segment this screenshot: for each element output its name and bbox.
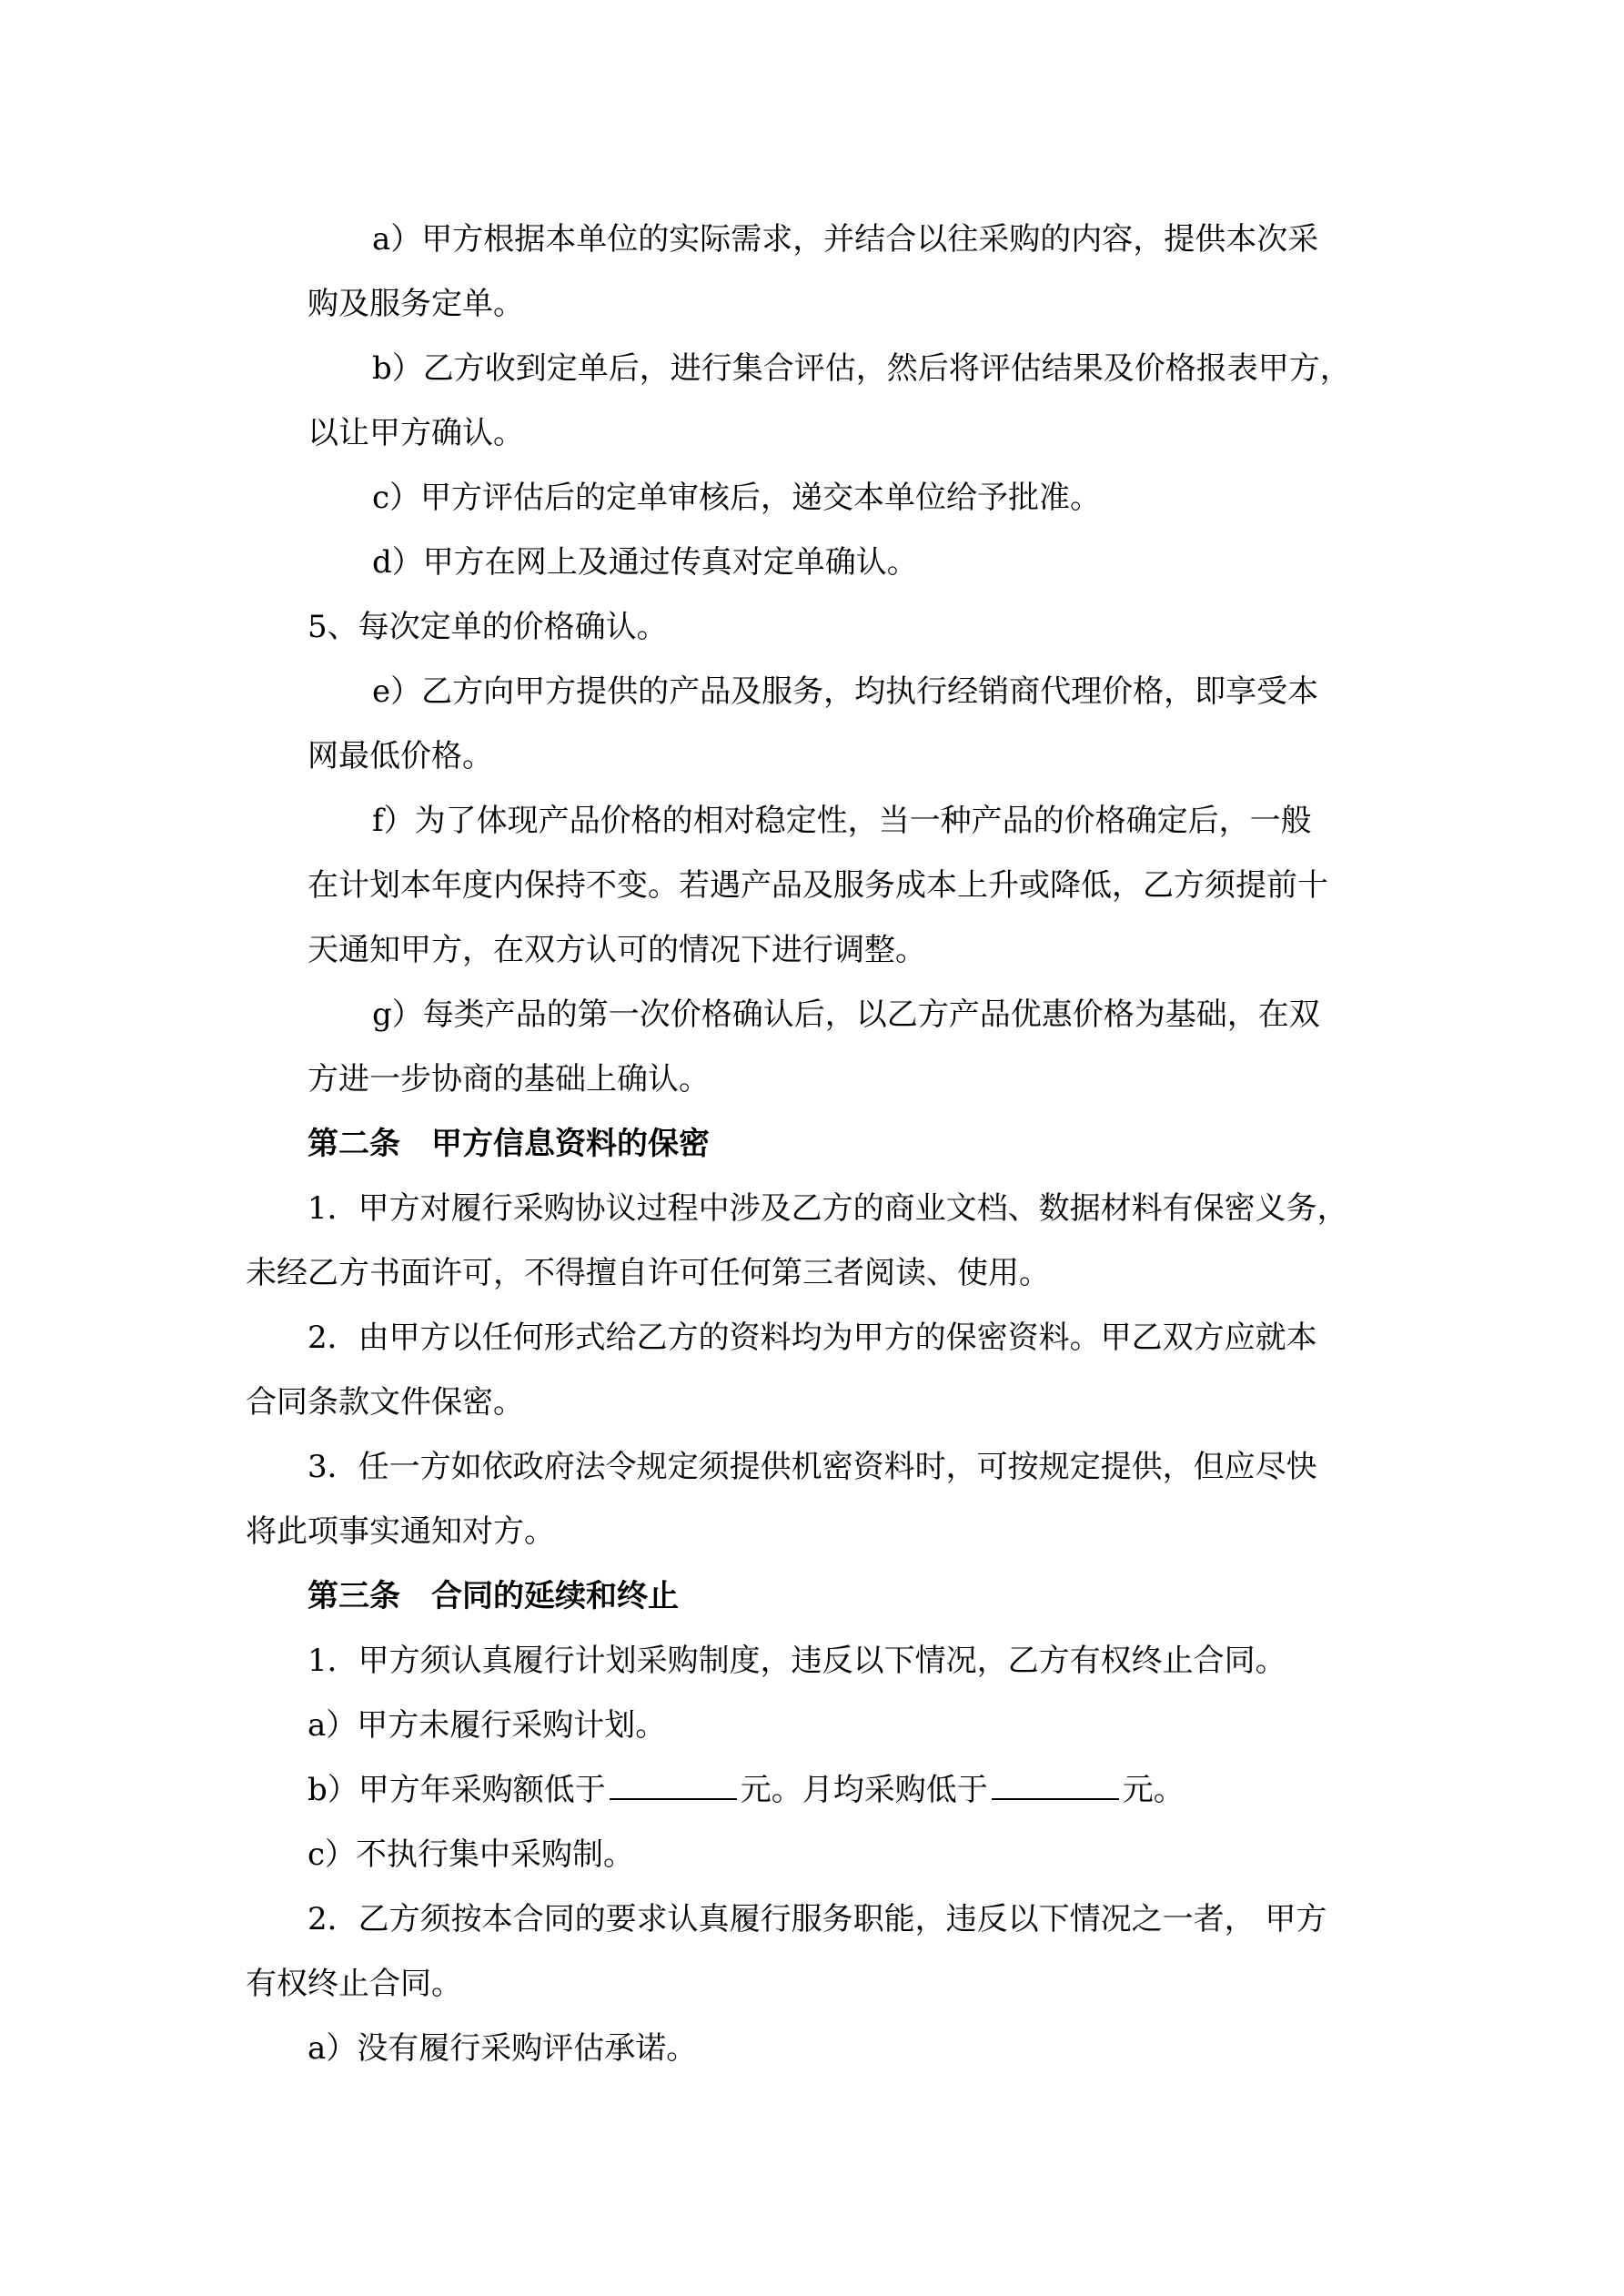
clause-1-4-a: a）甲方根据本单位的实际需求，并结合以往采购的内容，提供本次采 [372,221,1319,258]
article-3-heading: 第三条 合同的延续和终止 [308,1578,679,1614]
clause-2-2: 2．由甲方以任何形式给乙方的资料均为甲方的保密资料。甲乙双方应就本 [308,1320,1317,1356]
clause-1-4-d: d）甲方在网上及通过传真对定单确认。 [372,544,918,581]
clause-3-2-continued: 有权终止合同。 [246,1966,462,2002]
clause-2-3: 3．任一方如依政府法令规定须提供机密资料时，可按规定提供，但应尽快 [308,1449,1317,1485]
clause-3-1: 1．甲方须认真履行计划采购制度，违反以下情况，乙方有权终止合同。 [308,1643,1286,1679]
article-2-heading: 第二条 甲方信息资料的保密 [308,1126,710,1162]
annual-amount-blank[interactable] [610,1771,737,1800]
clause-1-5-f-continued-1: 在计划本年度内保持不变。若遇产品及服务成本上升或降低，乙方须提前十 [308,867,1328,904]
clause-2-1: 1．甲方对履行采购协议过程中涉及乙方的商业文档、数据材料有保密义务， [308,1190,1348,1227]
clause-3-1-c: c）不执行集中采购制。 [308,1836,635,1873]
clause-2-2-continued: 合同条款文件保密。 [246,1384,524,1421]
clause-1-5: 5、每次定单的价格确认。 [308,609,668,645]
document-body [246,207,1378,2081]
clause-1-4-b-continued: 以让甲方确认。 [308,415,524,451]
clause-1-5-e: e）乙方向甲方提供的产品及服务，均执行经销商代理价格，即享受本 [372,673,1319,710]
clause-2-1-continued: 未经乙方书面许可，不得擅自许可任何第三者阅读、使用。 [246,1255,1050,1291]
clause-3-1-a: a）甲方未履行采购计划。 [308,1707,667,1744]
clause-2-3-continued: 将此项事实通知对方。 [246,1513,555,1550]
clause-1-5-e-continued: 网最低价格。 [308,738,493,774]
clause-1-4-c: c）甲方评估后的定单审核后，递交本单位给予批准。 [372,480,1102,516]
clause-1-5-f-continued-2: 天通知甲方，在双方认可的情况下进行调整。 [308,932,926,968]
clause-3-2: 2．乙方须按本合同的要求认真履行服务职能，违反以下情况之一者， 甲方 [308,1901,1327,1937]
clause-1-4-a-continued: 购及服务定单。 [308,286,524,322]
monthly-amount-blank[interactable] [992,1771,1119,1800]
clause-3-1-b: b）甲方年采购额低于 元。月均采购低于 元。 [308,1772,1185,1808]
clause-1-4-b: b）乙方收到定单后，进行集合评估，然后将评估结果及价格报表甲方， [372,350,1351,387]
clause-3-2-a: a）没有履行采购评估承诺。 [308,2030,698,2067]
clause-1-5-g-continued: 方进一步协商的基础上确认。 [308,1061,710,1097]
clause-1-5-g: g）每类产品的第一次价格确认后，以乙方产品优惠价格为基础，在双 [372,996,1320,1033]
clause-1-5-f: f）为了体现产品价格的相对稳定性，当一种产品的价格确定后，一般 [372,803,1312,839]
